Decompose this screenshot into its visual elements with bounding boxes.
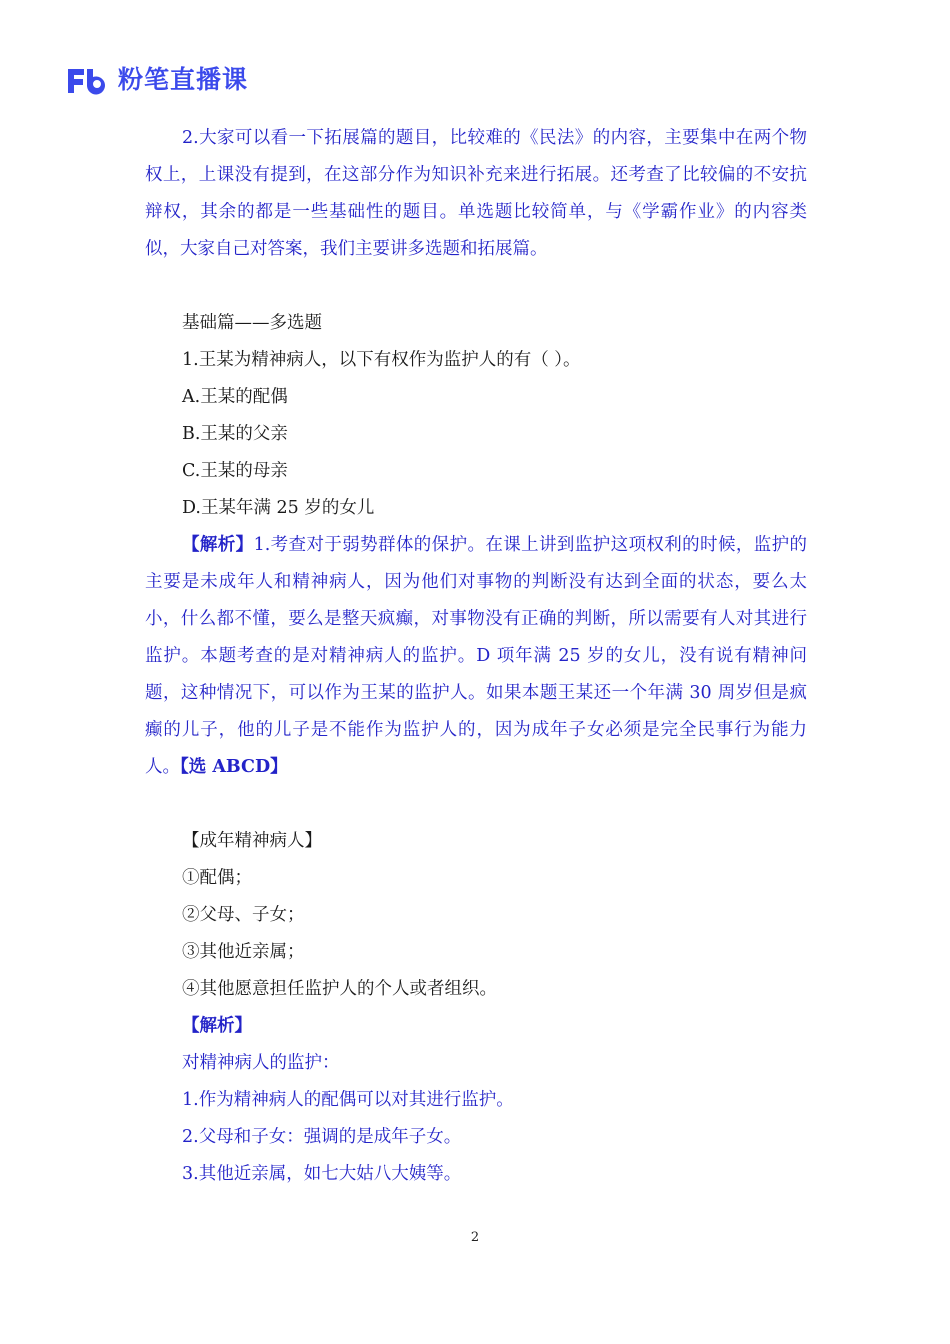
summary-item: ④其他愿意担任监护人的个人或者组织。 xyxy=(182,979,497,999)
fb-logo-icon xyxy=(66,65,112,95)
question-stem: 1.王某为精神病人，以下有权作为监护人的有（ ）。 xyxy=(182,350,581,370)
summary-point: 3.其他近亲属，如七大姑八大姨等。 xyxy=(182,1164,462,1184)
summary-title: 【成年精神病人】 xyxy=(182,831,322,851)
analysis-label: 【解析】 xyxy=(182,535,254,555)
option-d: D.王某年满 25 岁的女儿 xyxy=(182,498,375,518)
summary-point: 2.父母和子女：强调的是成年子女。 xyxy=(182,1127,462,1147)
header xyxy=(66,62,248,98)
summary-point: 1.作为精神病人的配偶可以对其进行监护。 xyxy=(182,1090,514,1110)
section-title: 基础篇——多选题 xyxy=(182,313,322,333)
summary-item: ①配偶； xyxy=(182,868,252,888)
summary-item: ②父母、子女； xyxy=(182,905,305,925)
answer-label: 【选 ABCD】 xyxy=(180,757,288,777)
option-b: B.王某的父亲 xyxy=(182,424,288,444)
brand-name: 粉笔直播课 xyxy=(118,65,249,94)
intro-paragraph: 2.大家可以看一下拓展篇的题目，比较难的《民法》的内容，主要集中在两个物权上，上课没有提到，在这部分作为知识补充来进行拓展。还考查了比较偏的不安抗辩权，其余的都是一些基础性的题目。单选题比较简单，与《学霸作业》的内容类似，大家自己对答案，我们主要讲多选题和拓展篇。 xyxy=(145,128,807,259)
option-c: C.王某的母亲 xyxy=(182,461,288,481)
summary-item: ③其他近亲属； xyxy=(182,942,305,962)
analysis-paragraph xyxy=(145,527,807,786)
page-number: 2 xyxy=(470,1230,480,1245)
analysis-text: 1.考查对于弱势群体的保护。在课上讲到监护这项权利的时候，监护的主要是未成年人和精神病人，因为他们对事物的判断没有达到全面的状态，要么太小，什么都不懂，要么是整天疯癫，对事物没有正确的判断，所以需要有人对其进行监护。本题考查的是对精神病人的监护。D 项年满 25 岁的女儿，没有说有精神问题，这种情况下，可以作为王某的监护人。如果本题王某还一个年满 30 周岁但是疯癫的儿子，他的儿子是不能作为监护人的，因为成年子女必须是完全民事行为能力人。 xyxy=(145,535,808,777)
summary-analysis-intro: 对精神病人的监护： xyxy=(182,1053,340,1073)
summary-analysis-label: 【解析】 xyxy=(182,1016,252,1036)
option-a: A.王某的配偶 xyxy=(182,387,288,407)
document-body xyxy=(145,120,807,1193)
